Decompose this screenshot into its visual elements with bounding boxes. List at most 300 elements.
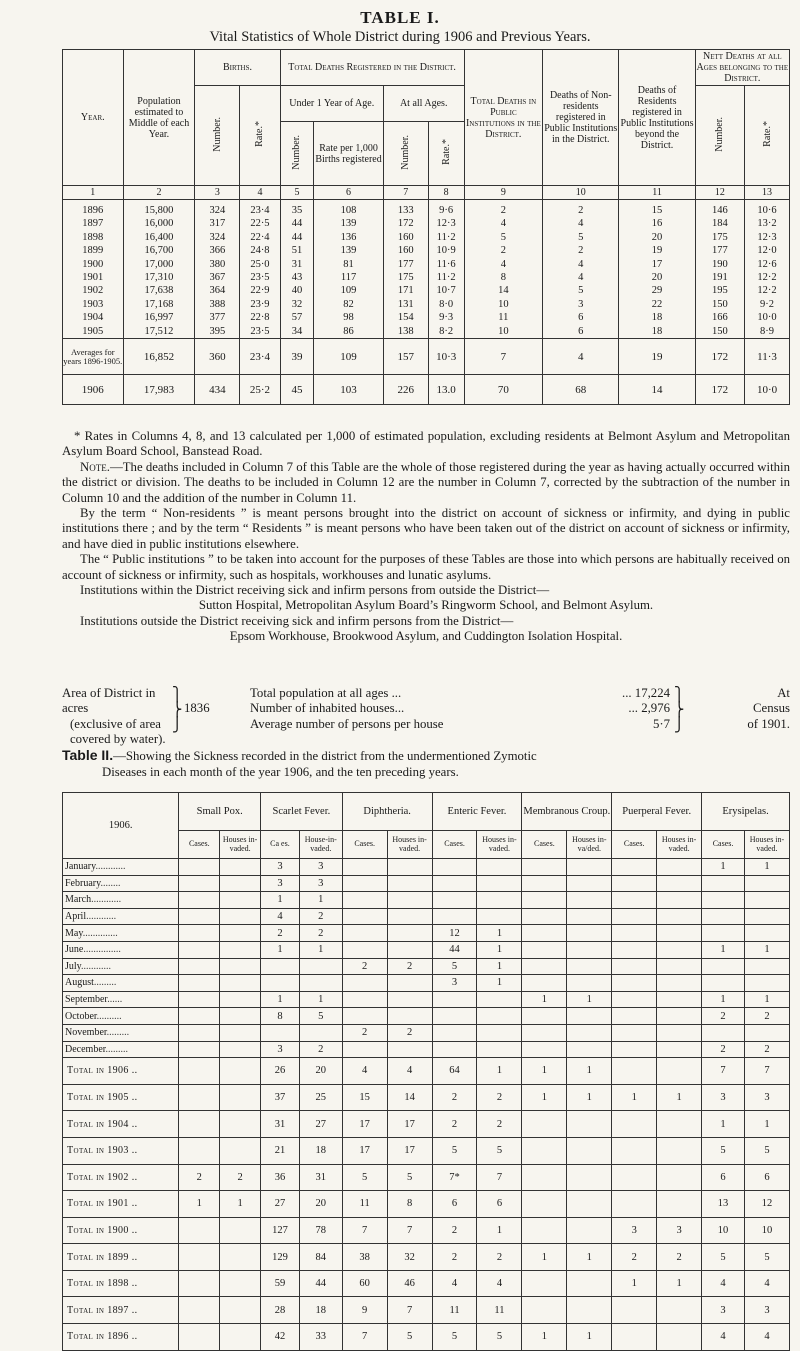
dot-leader: ............: [81, 960, 112, 972]
table-cell: [342, 859, 387, 876]
table-cell: [179, 1058, 220, 1085]
table-cell: 5: [299, 1008, 342, 1025]
table-cell: 10: [702, 1217, 745, 1244]
area-label: [62, 686, 180, 748]
inhabited-houses-label: Number of inhabited houses...: [250, 701, 405, 716]
table-cell: 1: [522, 1084, 567, 1111]
table-cell: 1: [179, 1191, 220, 1218]
deaths-nonresidents-header: Deaths of Non-residents registered in Public Institutions in the District.: [543, 50, 619, 186]
table-cell: [179, 1111, 220, 1138]
table-cell: 1: [567, 1058, 612, 1085]
table-cell: 22·4: [240, 231, 280, 244]
table-cell: 133: [383, 200, 428, 218]
table-cell: [299, 958, 342, 975]
table-cell: 16,400: [123, 231, 195, 244]
table-cell: [432, 991, 477, 1008]
table-row: [63, 325, 790, 339]
table-cell: 2: [744, 1041, 789, 1058]
table-cell: [612, 941, 657, 958]
table-cell: [522, 1024, 567, 1041]
table-cell: [657, 1137, 702, 1164]
table-cell: [342, 925, 387, 942]
table-cell: [387, 892, 432, 909]
month-row: [63, 892, 790, 909]
dot-leader: ......: [107, 994, 123, 1006]
table-cell: [179, 1297, 220, 1324]
table-cell: 22·9: [240, 284, 280, 297]
month-row: [63, 1008, 790, 1025]
month-name: April: [65, 911, 87, 923]
month-row: [63, 941, 790, 958]
table-cell: 44: [280, 217, 314, 230]
table-cell: [612, 925, 657, 942]
table-cell: 3: [744, 1084, 789, 1111]
table-cell: [567, 958, 612, 975]
table-cell: 184: [695, 217, 744, 230]
table-cell: 1: [702, 991, 745, 1008]
houses-header: Houses in-vaded.: [477, 831, 522, 859]
table-cell: 6: [432, 1191, 477, 1218]
disease-header: Small Pox.: [179, 793, 261, 831]
table-cell: 38: [342, 1244, 387, 1271]
table-cell: [387, 908, 432, 925]
col-number: 2: [123, 186, 195, 200]
table-cell: [342, 908, 387, 925]
table-cell: 10·0: [745, 311, 790, 324]
zymotic-diseases-table: [62, 792, 790, 1351]
dot-leader: ............: [91, 894, 122, 906]
table-cell: 19: [619, 339, 695, 375]
table-cell: [220, 1111, 261, 1138]
table-cell: 3: [299, 875, 342, 892]
total-label: Total in 1897 ..: [63, 1297, 179, 1324]
table-cell: 11·3: [745, 339, 790, 375]
table-cell: 29: [619, 284, 695, 297]
table-cell: [342, 1041, 387, 1058]
table-cell: 7: [342, 1217, 387, 1244]
table-cell: [220, 908, 261, 925]
total-row: [63, 1084, 790, 1111]
table-cell: 7: [387, 1297, 432, 1324]
table-cell: [342, 875, 387, 892]
total-row: [63, 1111, 790, 1138]
table-cell: [657, 941, 702, 958]
table-cell: 17,983: [123, 375, 195, 405]
table-cell: [567, 925, 612, 942]
table-cell: 46: [387, 1270, 432, 1297]
table-cell: 5: [432, 1324, 477, 1351]
table-cell: 10·6: [745, 200, 790, 218]
all-ages-rate-header: Rate.*: [440, 139, 452, 165]
table-cell: 5: [477, 1137, 522, 1164]
table-cell: 22·8: [240, 311, 280, 324]
table-cell: 60: [342, 1270, 387, 1297]
table-cell: [220, 958, 261, 975]
nett-rate-header: Rate.*: [761, 121, 773, 147]
table-cell: [567, 892, 612, 909]
total-label: Total in 1901 ..: [63, 1191, 179, 1218]
table-cell: 8: [464, 271, 543, 284]
table-cell: 8: [261, 1008, 300, 1025]
table-cell: 360: [195, 339, 240, 375]
table-cell: 1: [477, 1058, 522, 1085]
table-cell: 131: [383, 298, 428, 311]
table-cell: 1903: [63, 298, 124, 311]
table-cell: [567, 1191, 612, 1218]
table-cell: [387, 925, 432, 942]
table-cell: [612, 875, 657, 892]
col-number: 8: [428, 186, 464, 200]
table2-year-header: 1906.: [63, 793, 179, 859]
table-cell: [522, 1164, 567, 1191]
table-row: [63, 311, 790, 324]
table-cell: 2: [702, 1041, 745, 1058]
table-cell: 434: [195, 375, 240, 405]
table-cell: 4: [477, 1270, 522, 1297]
table-cell: 3: [432, 975, 477, 992]
table-cell: 31: [299, 1164, 342, 1191]
table-cell: [567, 1008, 612, 1025]
table-cell: [744, 892, 789, 909]
all-ages-header: At all Ages.: [383, 86, 464, 122]
table-cell: 40: [280, 284, 314, 297]
table-cell: 44: [299, 1270, 342, 1297]
month-row: [63, 859, 790, 876]
table-cell: 12·6: [745, 258, 790, 271]
residents-definition: By the term “ Non-residents ” is meant persons brought into the district on account of sickness or infirmity, and dying in public institutions there ; and by the term “ Residents ” is meant persons who have been taken out of the district on account of sickness or infirmity, and have died in public institutions elsewhere.: [62, 506, 790, 551]
table-cell: 1: [657, 1270, 702, 1297]
table-cell: 12: [432, 925, 477, 942]
total-population: ... 17,224: [622, 686, 670, 700]
table-cell: [522, 1008, 567, 1025]
col-year-header: Year.: [63, 50, 124, 186]
table-cell: [657, 1008, 702, 1025]
table-cell: 68: [543, 375, 619, 405]
rates-footnote: * Rates in Columns 4, 8, and 13 calculated per 1,000 of estimated population, excluding residents at Belmont Asylum and Metropolitan Asylum Board School, Banstead Road.: [62, 429, 790, 459]
table-cell: 32: [280, 298, 314, 311]
table-cell: 1: [522, 1058, 567, 1085]
table-cell: 171: [383, 284, 428, 297]
table-cell: 2: [387, 958, 432, 975]
births-header: Births.: [195, 50, 280, 86]
total-row: [63, 1058, 790, 1085]
table-cell: [657, 1191, 702, 1218]
table-cell: [220, 1217, 261, 1244]
table-cell: 9·6: [428, 200, 464, 218]
table-cell: 5: [342, 1164, 387, 1191]
table-cell: [612, 991, 657, 1008]
table2-title-lead: Table II.: [62, 747, 114, 763]
table-cell: 109: [314, 339, 384, 375]
table-cell: [567, 1164, 612, 1191]
note-text: —The deaths included in Column 7 of this Table are the whole of those registered during the year as having actually occurred within the district or division. The deaths to be included in Column 12 are the number in Column 7, corrected by the subtraction of the number in Column 10 and the addition of the number in Column 11.: [62, 459, 790, 505]
table-cell: 1: [220, 1191, 261, 1218]
table-cell: 150: [695, 298, 744, 311]
table-cell: [657, 925, 702, 942]
table-cell: 16,700: [123, 244, 195, 257]
table-cell: 64: [432, 1058, 477, 1085]
table-cell: 4: [342, 1058, 387, 1085]
table-cell: 2: [477, 1244, 522, 1271]
table-cell: [387, 1008, 432, 1025]
col-number: 4: [240, 186, 280, 200]
table-cell: 129: [261, 1244, 300, 1271]
table-cell: 1904: [63, 311, 124, 324]
table-cell: 1: [657, 1084, 702, 1111]
table-cell: 4: [543, 258, 619, 271]
outside-district-list: Epsom Workhouse, Brookwood Asylum, and Cuddington Isolation Hospital.: [229, 629, 623, 644]
table-cell: 18: [299, 1137, 342, 1164]
table-cell: 2: [702, 1008, 745, 1025]
month-label: [63, 925, 179, 942]
table-cell: 78: [299, 1217, 342, 1244]
table-cell: 191: [695, 271, 744, 284]
total-label: Total in 1902 ..: [63, 1164, 179, 1191]
table-cell: 1: [744, 859, 789, 876]
table-cell: 5: [432, 1137, 477, 1164]
table-cell: [387, 875, 432, 892]
table-cell: 32: [387, 1244, 432, 1271]
table-cell: 14: [464, 284, 543, 297]
table-cell: 16: [619, 217, 695, 230]
table-cell: [612, 1111, 657, 1138]
table-cell: [522, 925, 567, 942]
table-cell: [220, 1008, 261, 1025]
table-cell: 23·5: [240, 271, 280, 284]
table-cell: 10·0: [745, 375, 790, 405]
table-cell: 10·3: [428, 339, 464, 375]
table-cell: [179, 1041, 220, 1058]
table-cell: 2: [432, 1217, 477, 1244]
table-cell: [657, 1324, 702, 1351]
col-number: 5: [280, 186, 314, 200]
table-cell: [220, 1244, 261, 1271]
brace-icon: ⎫ ⎬ ⎭: [172, 688, 183, 733]
col-number: 3: [195, 186, 240, 200]
table-cell: 17,000: [123, 258, 195, 271]
col-number: 12: [695, 186, 744, 200]
table-cell: 2: [342, 1024, 387, 1041]
table-cell: 10: [464, 298, 543, 311]
table-cell: 57: [280, 311, 314, 324]
table-cell: [179, 1008, 220, 1025]
table-cell: [477, 991, 522, 1008]
table-cell: 59: [261, 1270, 300, 1297]
table-cell: [612, 892, 657, 909]
table-cell: [299, 1024, 342, 1041]
month-name: May: [65, 927, 83, 939]
table-cell: 25·2: [240, 375, 280, 405]
table-cell: 2: [612, 1244, 657, 1271]
total-label: Total in 1905 ..: [63, 1084, 179, 1111]
month-row: [63, 1041, 790, 1058]
table-cell: [220, 1297, 261, 1324]
table-cell: 317: [195, 217, 240, 230]
yearly-total-rows: [63, 1058, 790, 1351]
brace-icon: ⎫ ⎬ ⎭: [674, 688, 685, 733]
table-cell: [179, 1244, 220, 1271]
table-cell: [179, 1084, 220, 1111]
table-cell: 84: [299, 1244, 342, 1271]
avg-persons-label: Average number of persons per house: [250, 716, 444, 731]
within-district-heading: Institutions within the District receiving sick and infirm persons from outside the District—: [80, 583, 550, 598]
table-cell: 367: [195, 271, 240, 284]
table-cell: 150: [695, 325, 744, 339]
table-cell: [522, 1041, 567, 1058]
total-label: Total in 1900 ..: [63, 1217, 179, 1244]
table-cell: [261, 1024, 300, 1041]
col-number: 7: [383, 186, 428, 200]
table-cell: [477, 875, 522, 892]
table-cell: [657, 1297, 702, 1324]
table-cell: 23·5: [240, 325, 280, 339]
houses-header: Houses in-vaded.: [657, 831, 702, 859]
table-cell: [612, 1008, 657, 1025]
table-cell: 37: [261, 1084, 300, 1111]
nett-deaths-header: Nett Deaths at all Ages belonging to the District.: [696, 51, 789, 84]
table-cell: 20: [299, 1058, 342, 1085]
table-cell: 11: [477, 1297, 522, 1324]
table-cell: 11: [464, 311, 543, 324]
table-cell: 12·2: [745, 284, 790, 297]
table-row: [63, 271, 790, 284]
table-cell: [432, 892, 477, 909]
table-cell: [432, 859, 477, 876]
table-cell: 3: [261, 875, 300, 892]
table-cell: [477, 1024, 522, 1041]
dot-leader: .........: [105, 1043, 129, 1055]
table-cell: 324: [195, 200, 240, 218]
table-cell: 16,997: [123, 311, 195, 324]
table-cell: 10·9: [428, 244, 464, 257]
table-cell: [477, 892, 522, 909]
table-cell: 172: [383, 217, 428, 230]
month-name: September: [65, 994, 108, 1006]
total-label: Total in 1898 ..: [63, 1270, 179, 1297]
table-cell: 20: [619, 231, 695, 244]
col-number: 9: [464, 186, 543, 200]
table-cell: 4: [744, 1324, 789, 1351]
table-cell: 3: [543, 298, 619, 311]
table-cell: 26: [261, 1058, 300, 1085]
table-cell: [179, 975, 220, 992]
table-cell: 139: [314, 217, 384, 230]
table-cell: 5: [464, 231, 543, 244]
disease-header: Scarlet Fever.: [261, 793, 343, 831]
table-cell: 2: [179, 1164, 220, 1191]
table-cell: 25: [299, 1084, 342, 1111]
table-cell: 127: [261, 1217, 300, 1244]
monthly-rows: [63, 859, 790, 1058]
table-cell: [567, 1297, 612, 1324]
note-paragraph: [62, 460, 790, 506]
table-cell: 2: [657, 1244, 702, 1271]
table-cell: [744, 925, 789, 942]
table-cell: [702, 1024, 745, 1041]
table-cell: [342, 991, 387, 1008]
note-label: Note.: [80, 459, 110, 474]
table-cell: 3: [744, 1297, 789, 1324]
table-cell: [220, 1084, 261, 1111]
table-cell: [744, 975, 789, 992]
public-institutions-definition: The “ Public institutions ” to be taken into account for the purposes of these Tables are those into which persons are habitually received on account of sickness or infirmity, such as hospitals, workhouses and lunatic asylums.: [62, 552, 790, 582]
month-name: January: [65, 861, 96, 873]
census-figures: [250, 686, 670, 732]
table-cell: 6: [477, 1191, 522, 1218]
table-cell: [477, 1041, 522, 1058]
column-number-row: [63, 186, 790, 200]
table-cell: 44: [280, 231, 314, 244]
table-cell: [744, 1024, 789, 1041]
table-cell: [220, 859, 261, 876]
table-cell: 1: [522, 1324, 567, 1351]
table-cell: [387, 941, 432, 958]
col-number: 1: [63, 186, 124, 200]
table-cell: [702, 925, 745, 942]
table-cell: [522, 1137, 567, 1164]
table-cell: 7: [464, 339, 543, 375]
disease-header: Membranous Croup.: [522, 793, 612, 831]
census-note-line: Census: [753, 701, 790, 716]
area-acres: 1836: [184, 701, 210, 715]
table-cell: 10·7: [428, 284, 464, 297]
table-cell: 177: [695, 244, 744, 257]
col-number: 11: [619, 186, 695, 200]
table-cell: [612, 1191, 657, 1218]
table-cell: 6: [543, 325, 619, 339]
table-cell: [179, 958, 220, 975]
dot-leader: ............: [95, 861, 126, 873]
inhabited-houses: ... 2,976: [628, 701, 670, 716]
table-cell: [261, 975, 300, 992]
table-cell: 139: [314, 244, 384, 257]
table-cell: 3: [612, 1217, 657, 1244]
table-cell: 166: [695, 311, 744, 324]
table-cell: 395: [195, 325, 240, 339]
table-cell: 22: [619, 298, 695, 311]
table-cell: [567, 941, 612, 958]
table-cell: 157: [383, 339, 428, 375]
all-ages-number-header: Number.: [400, 134, 412, 170]
table-cell: [744, 908, 789, 925]
averages-label: Averages for years 1896-1905.: [63, 339, 124, 375]
table-cell: 86: [314, 325, 384, 339]
table-cell: 11: [342, 1191, 387, 1218]
table-cell: 1: [567, 1084, 612, 1111]
table-cell: 6: [744, 1164, 789, 1191]
table-cell: 175: [695, 231, 744, 244]
dot-leader: ...............: [83, 944, 121, 956]
table-cell: [522, 1297, 567, 1324]
total-row: [63, 1270, 790, 1297]
table-cell: [612, 1297, 657, 1324]
table-cell: 33: [299, 1324, 342, 1351]
total-row: [63, 1137, 790, 1164]
table-cell: 4: [432, 1270, 477, 1297]
table-cell: 6: [702, 1164, 745, 1191]
table-cell: [179, 892, 220, 909]
table-cell: 1: [477, 975, 522, 992]
month-name: August: [65, 977, 94, 989]
table-cell: 9: [342, 1297, 387, 1324]
table-cell: 5: [744, 1137, 789, 1164]
month-name: November: [65, 1027, 107, 1039]
table-cell: 2: [387, 1024, 432, 1041]
table-cell: 109: [314, 284, 384, 297]
table-cell: 2: [299, 1041, 342, 1058]
table-cell: 8·0: [428, 298, 464, 311]
table-cell: 11·2: [428, 231, 464, 244]
